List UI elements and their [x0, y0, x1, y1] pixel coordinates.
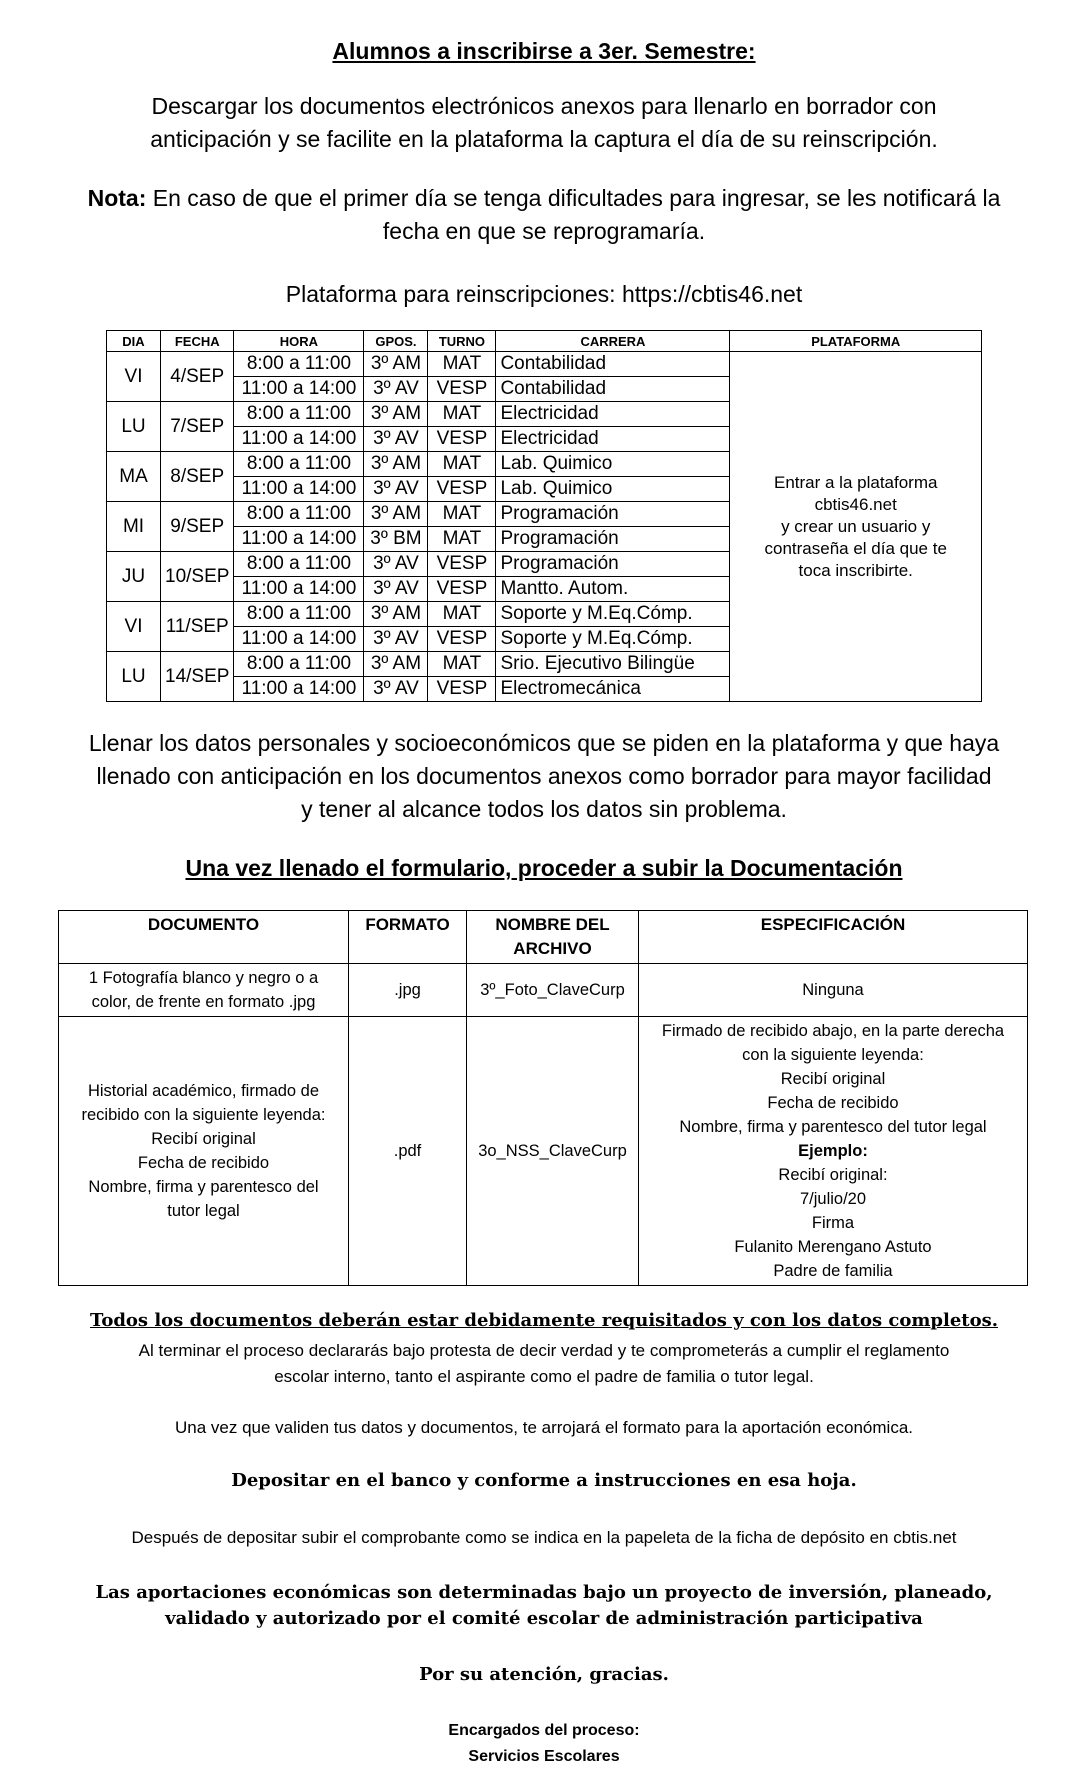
- instruction-line: y tener al alcance todos los datos sin problema.: [301, 796, 787, 822]
- table-row: [59, 1017, 1028, 1286]
- career-cell: Electricidad: [496, 427, 730, 452]
- example-line: Padre de familia: [773, 1262, 893, 1280]
- spec-line: Recibí original: [780, 1070, 886, 1088]
- shift-cell: VESP: [428, 477, 496, 502]
- platform-line: Entrar a la plataforma: [773, 472, 938, 492]
- group-cell: 3º AV: [364, 427, 428, 452]
- note-label: Nota:: [87, 185, 147, 211]
- filename-cell: 3º_Foto_ClaveCurp: [467, 964, 639, 1017]
- day-cell: LU: [107, 402, 161, 452]
- time-cell: 8:00 a 11:00: [234, 402, 364, 427]
- header-nombre-line: NOMBRE DEL: [495, 915, 610, 934]
- career-cell: Contabilidad: [496, 377, 730, 402]
- platform-line: cbtis46.net: [814, 494, 897, 514]
- shift-cell: MAT: [428, 402, 496, 427]
- date-cell: 14/SEP: [161, 652, 234, 702]
- shift-cell: VESP: [428, 627, 496, 652]
- page-title: Alumnos a inscribirse a 3er. Semestre:: [332, 38, 756, 64]
- spec-line: con la siguiente leyenda:: [742, 1046, 924, 1064]
- header-fecha: FECHA: [161, 331, 234, 352]
- example-line: 7/julio/20: [799, 1190, 867, 1208]
- career-cell: Lab. Quimico: [496, 477, 730, 502]
- shift-cell: VESP: [428, 552, 496, 577]
- day-cell: VI: [107, 602, 161, 652]
- declaration-paragraph: [40, 1338, 1048, 1390]
- deposit-instruction: Depositar en el banco y conforme a instrucciones en esa hoja.: [231, 1470, 857, 1491]
- intro-paragraph: [20, 90, 1068, 156]
- intro-line: Descargar los documentos electrónicos anexos para llenarlo en borrador con: [151, 93, 937, 119]
- group-cell: 3º AV: [364, 552, 428, 577]
- date-cell: 9/SEP: [161, 502, 234, 552]
- day-cell: VI: [107, 352, 161, 402]
- day-cell: LU: [107, 652, 161, 702]
- table-row: [107, 352, 982, 377]
- time-cell: 8:00 a 11:00: [234, 452, 364, 477]
- career-cell: Programación: [496, 527, 730, 552]
- date-cell: 10/SEP: [161, 552, 234, 602]
- schedule-header-row: [107, 331, 982, 352]
- contributions-note: [40, 1580, 1048, 1632]
- intro-line: anticipación y se facilite en la plataforma la captura el día de su reinscripción.: [150, 126, 938, 152]
- header-dia: DIA: [107, 331, 161, 352]
- spec-line: Firmado de recibido abajo, en la parte derecha: [661, 1022, 1005, 1040]
- shift-cell: MAT: [428, 352, 496, 377]
- time-cell: 11:00 a 14:00: [234, 677, 364, 702]
- document-cell: [59, 964, 349, 1017]
- group-cell: 3º AM: [364, 402, 428, 427]
- time-cell: 11:00 a 14:00: [234, 377, 364, 402]
- time-cell: 11:00 a 14:00: [234, 477, 364, 502]
- date-cell: 11/SEP: [161, 602, 234, 652]
- group-cell: 3º AM: [364, 602, 428, 627]
- instruction-line: Llenar los datos personales y socioeconómicos que se piden en la plataforma y que haya: [88, 730, 1000, 756]
- date-cell: 4/SEP: [161, 352, 234, 402]
- header-turno: TURNO: [428, 331, 496, 352]
- spec-line: Nombre, firma y parentesco del tutor legal: [679, 1118, 987, 1136]
- format-cell: .pdf: [349, 1017, 467, 1286]
- documentation-subtitle: Una vez llenado el formulario, proceder a subir la Documentación: [185, 855, 903, 881]
- fill-instructions-paragraph: [20, 727, 1068, 826]
- group-cell: 3º AV: [364, 477, 428, 502]
- platform-line: y crear un usuario y: [781, 516, 931, 536]
- day-cell: JU: [107, 552, 161, 602]
- shift-cell: MAT: [428, 502, 496, 527]
- note-text: En caso de que el primer día se tenga dificultades para ingresar, se les notificará la: [146, 185, 1001, 211]
- career-cell: Programación: [496, 502, 730, 527]
- shift-cell: MAT: [428, 602, 496, 627]
- career-cell: Soporte y M.Eq.Cómp.: [496, 627, 730, 652]
- header-especificacion: ESPECIFICACIÓN: [639, 911, 1028, 964]
- example-line: Firma: [811, 1214, 855, 1232]
- group-cell: 3º AM: [364, 352, 428, 377]
- document-line: Nombre, firma y parentesco del: [88, 1178, 319, 1196]
- document-line: Recibí original: [151, 1130, 256, 1148]
- time-cell: 8:00 a 11:00: [234, 502, 364, 527]
- platform-line: contraseña el día que te: [764, 538, 947, 558]
- table-row: [59, 964, 1028, 1017]
- shift-cell: VESP: [428, 577, 496, 602]
- shift-cell: MAT: [428, 652, 496, 677]
- header-nombre-archivo: [467, 911, 639, 964]
- contributions-line: validado y autorizado por el comité escolar de administración participativa: [165, 1608, 923, 1629]
- career-cell: Lab. Quimico: [496, 452, 730, 477]
- time-cell: 8:00 a 11:00: [234, 552, 364, 577]
- validation-note: Una vez que validen tus datos y documentos, te arrojará el formato para la aportación económica.: [174, 1418, 914, 1437]
- schedule-table: [106, 330, 982, 702]
- group-cell: 3º AV: [364, 677, 428, 702]
- time-cell: 11:00 a 14:00: [234, 627, 364, 652]
- spec-cell: Ninguna: [639, 964, 1028, 1017]
- career-cell: Mantto. Autom.: [496, 577, 730, 602]
- document-line: recibido con la siguiente leyenda:: [81, 1106, 326, 1124]
- career-cell: Srio. Ejecutivo Bilingüe: [496, 652, 730, 677]
- document-line: Historial académico, firmado de: [87, 1082, 320, 1100]
- group-cell: 3º AM: [364, 652, 428, 677]
- shift-cell: MAT: [428, 527, 496, 552]
- documents-header-row: [59, 911, 1028, 964]
- career-cell: Electricidad: [496, 402, 730, 427]
- day-cell: MI: [107, 502, 161, 552]
- header-formato: FORMATO: [349, 911, 467, 964]
- example-line: Fulanito Merengano Astuto: [734, 1238, 932, 1256]
- example-line: Recibí original:: [778, 1166, 888, 1184]
- header-documento: DOCUMENTO: [59, 911, 349, 964]
- document-line: tutor legal: [167, 1202, 240, 1220]
- document-line: 1 Fotografía blanco y negro o a: [88, 969, 319, 987]
- documents-table: [58, 910, 1028, 1286]
- header-plataforma: PLATAFORMA: [730, 331, 982, 352]
- career-cell: Contabilidad: [496, 352, 730, 377]
- group-cell: 3º AV: [364, 577, 428, 602]
- header-carrera: CARRERA: [496, 331, 730, 352]
- note-line: [20, 182, 1068, 215]
- day-cell: MA: [107, 452, 161, 502]
- platform-instructions-cell: [730, 352, 982, 702]
- declaration-line: escolar interno, tanto el aspirante como el padre de familia o tutor legal.: [274, 1367, 814, 1386]
- career-cell: Electromecánica: [496, 677, 730, 702]
- group-cell: 3º AM: [364, 452, 428, 477]
- date-cell: 8/SEP: [161, 452, 234, 502]
- group-cell: 3º BM: [364, 527, 428, 552]
- spec-line: Fecha de recibido: [767, 1094, 899, 1112]
- document-line: Fecha de recibido: [137, 1154, 270, 1172]
- spec-cell: [639, 1017, 1028, 1286]
- filename-cell: 3o_NSS_ClaveCurp: [467, 1017, 639, 1286]
- requirements-notice: Todos los documentos deberán estar debidamente requisitados y con los datos completos.: [90, 1310, 998, 1331]
- note-line: fecha en que se reprogramaría.: [382, 218, 706, 244]
- contributions-line: Las aportaciones económicas son determinadas bajo un proyecto de inversión, planeado,: [95, 1582, 993, 1603]
- group-cell: 3º AV: [364, 377, 428, 402]
- document-line: color, de frente en formato .jpg: [91, 993, 316, 1011]
- group-cell: 3º AV: [364, 627, 428, 652]
- time-cell: 11:00 a 14:00: [234, 527, 364, 552]
- time-cell: 8:00 a 11:00: [234, 352, 364, 377]
- platform-line: toca inscribirte.: [798, 560, 913, 580]
- time-cell: 8:00 a 11:00: [234, 602, 364, 627]
- upload-receipt-note: Después de depositar subir el comprobante como se indica en la papeleta de la ficha de depósito en cbtis.net: [131, 1528, 957, 1547]
- declaration-line: Al terminar el proceso declararás bajo protesta de decir verdad y te comprometerás a cumplir el reglamento: [138, 1341, 950, 1360]
- header-nombre-line: ARCHIVO: [513, 939, 592, 958]
- career-cell: Soporte y M.Eq.Cómp.: [496, 602, 730, 627]
- example-label: Ejemplo:: [798, 1142, 868, 1160]
- note-paragraph: [20, 182, 1068, 248]
- platform-url-line: Plataforma para reinscripciones: https://cbtis46.net: [285, 281, 803, 307]
- header-hora: HORA: [234, 331, 364, 352]
- time-cell: 11:00 a 14:00: [234, 427, 364, 452]
- format-cell: .jpg: [349, 964, 467, 1017]
- shift-cell: VESP: [428, 377, 496, 402]
- shift-cell: VESP: [428, 677, 496, 702]
- group-cell: 3º AM: [364, 502, 428, 527]
- career-cell: Programación: [496, 552, 730, 577]
- signature-line: Encargados del proceso:: [448, 1722, 640, 1739]
- signature-line: Servicios Escolares: [468, 1748, 620, 1765]
- header-grupos: GPOS.: [364, 331, 428, 352]
- shift-cell: VESP: [428, 427, 496, 452]
- instruction-line: llenado con anticipación en los documentos anexos como borrador para mayor facilidad: [96, 763, 992, 789]
- document-cell: [59, 1017, 349, 1286]
- date-cell: 7/SEP: [161, 402, 234, 452]
- shift-cell: MAT: [428, 452, 496, 477]
- thanks-line: Por su atención, gracias.: [419, 1664, 669, 1685]
- time-cell: 8:00 a 11:00: [234, 652, 364, 677]
- signature-block: [40, 1718, 1048, 1770]
- time-cell: 11:00 a 14:00: [234, 577, 364, 602]
